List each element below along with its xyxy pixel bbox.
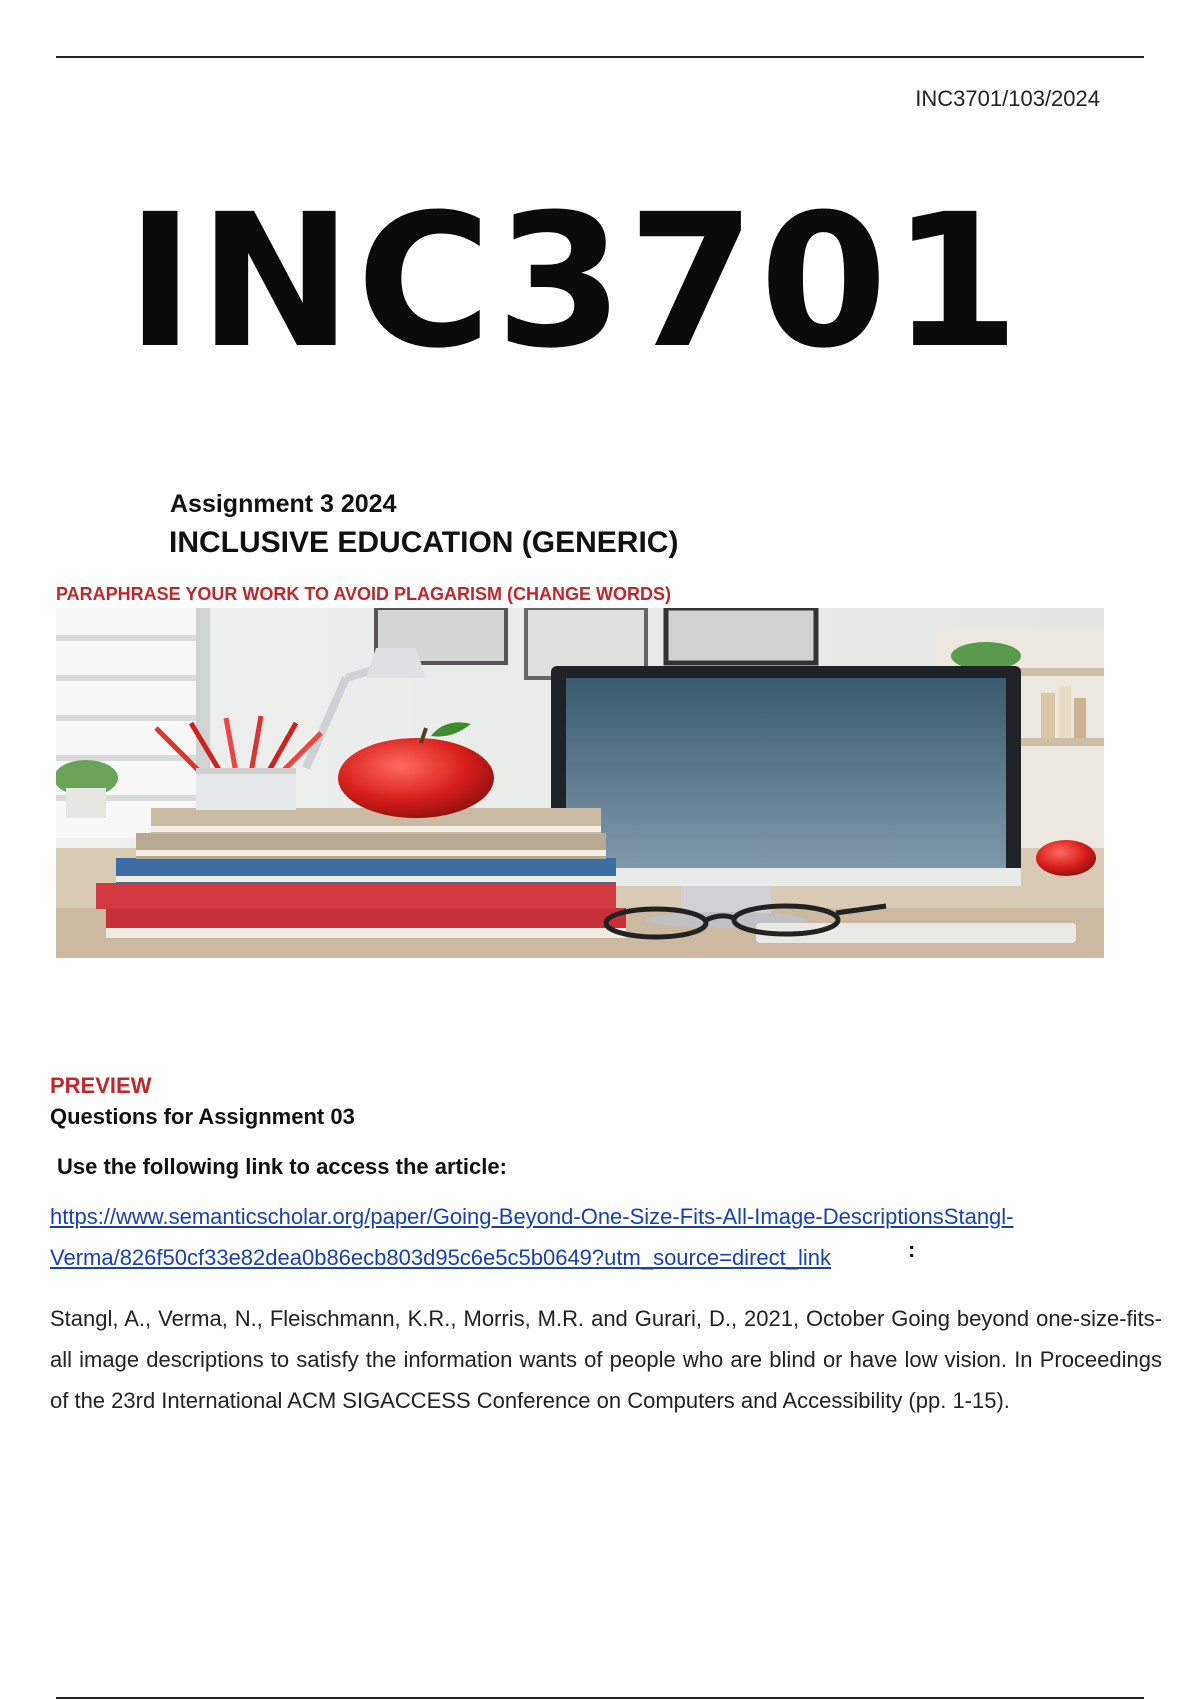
article-link[interactable] xyxy=(50,1196,1150,1278)
book-stack xyxy=(96,808,626,938)
course-code-title: INC3701 xyxy=(126,175,1024,389)
questions-heading: Questions for Assignment 03 xyxy=(50,1104,355,1129)
link-colon: : xyxy=(908,1237,916,1262)
subject-title: INCLUSIVE EDUCATION (GENERIC) xyxy=(169,526,679,559)
document-code: INC3701/103/2024 xyxy=(915,86,1100,111)
article-link-line-2[interactable]: Verma/826f50cf33e82dea0b86ecb803d95c6e5c5b0649?utm_source=direct_link xyxy=(50,1245,831,1270)
top-rule xyxy=(56,56,1144,58)
article-link-line-1[interactable]: https://www.semanticscholar.org/paper/Going-Beyond-One-Size-Fits-All-Image-DescriptionsStangl- xyxy=(50,1204,1014,1229)
link-instruction: Use the following link to access the article: xyxy=(57,1154,507,1179)
reference-citation: Stangl, A., Verma, N., Fleischmann, K.R., Morris, M.R. and Gurari, D., 2021, October Going beyond one-size-fits-all image descriptions to satisfy the information wants of people who are blind or have low vision. In Proceedings of the 23rd International ACM SIGACCESS Conference on Computers and Accessibility (pp. 1-15). xyxy=(50,1306,1162,1413)
bottom-rule xyxy=(56,1697,1144,1699)
assignment-label: Assignment 3 2024 xyxy=(170,490,397,518)
preview-label: PREVIEW xyxy=(50,1073,152,1098)
plagiarism-warning: PARAPHRASE YOUR WORK TO AVOID PLAGARISM (CHANGE WORDS) xyxy=(56,584,672,604)
cover-image-desk-with-computer-and-apple xyxy=(56,608,1104,958)
